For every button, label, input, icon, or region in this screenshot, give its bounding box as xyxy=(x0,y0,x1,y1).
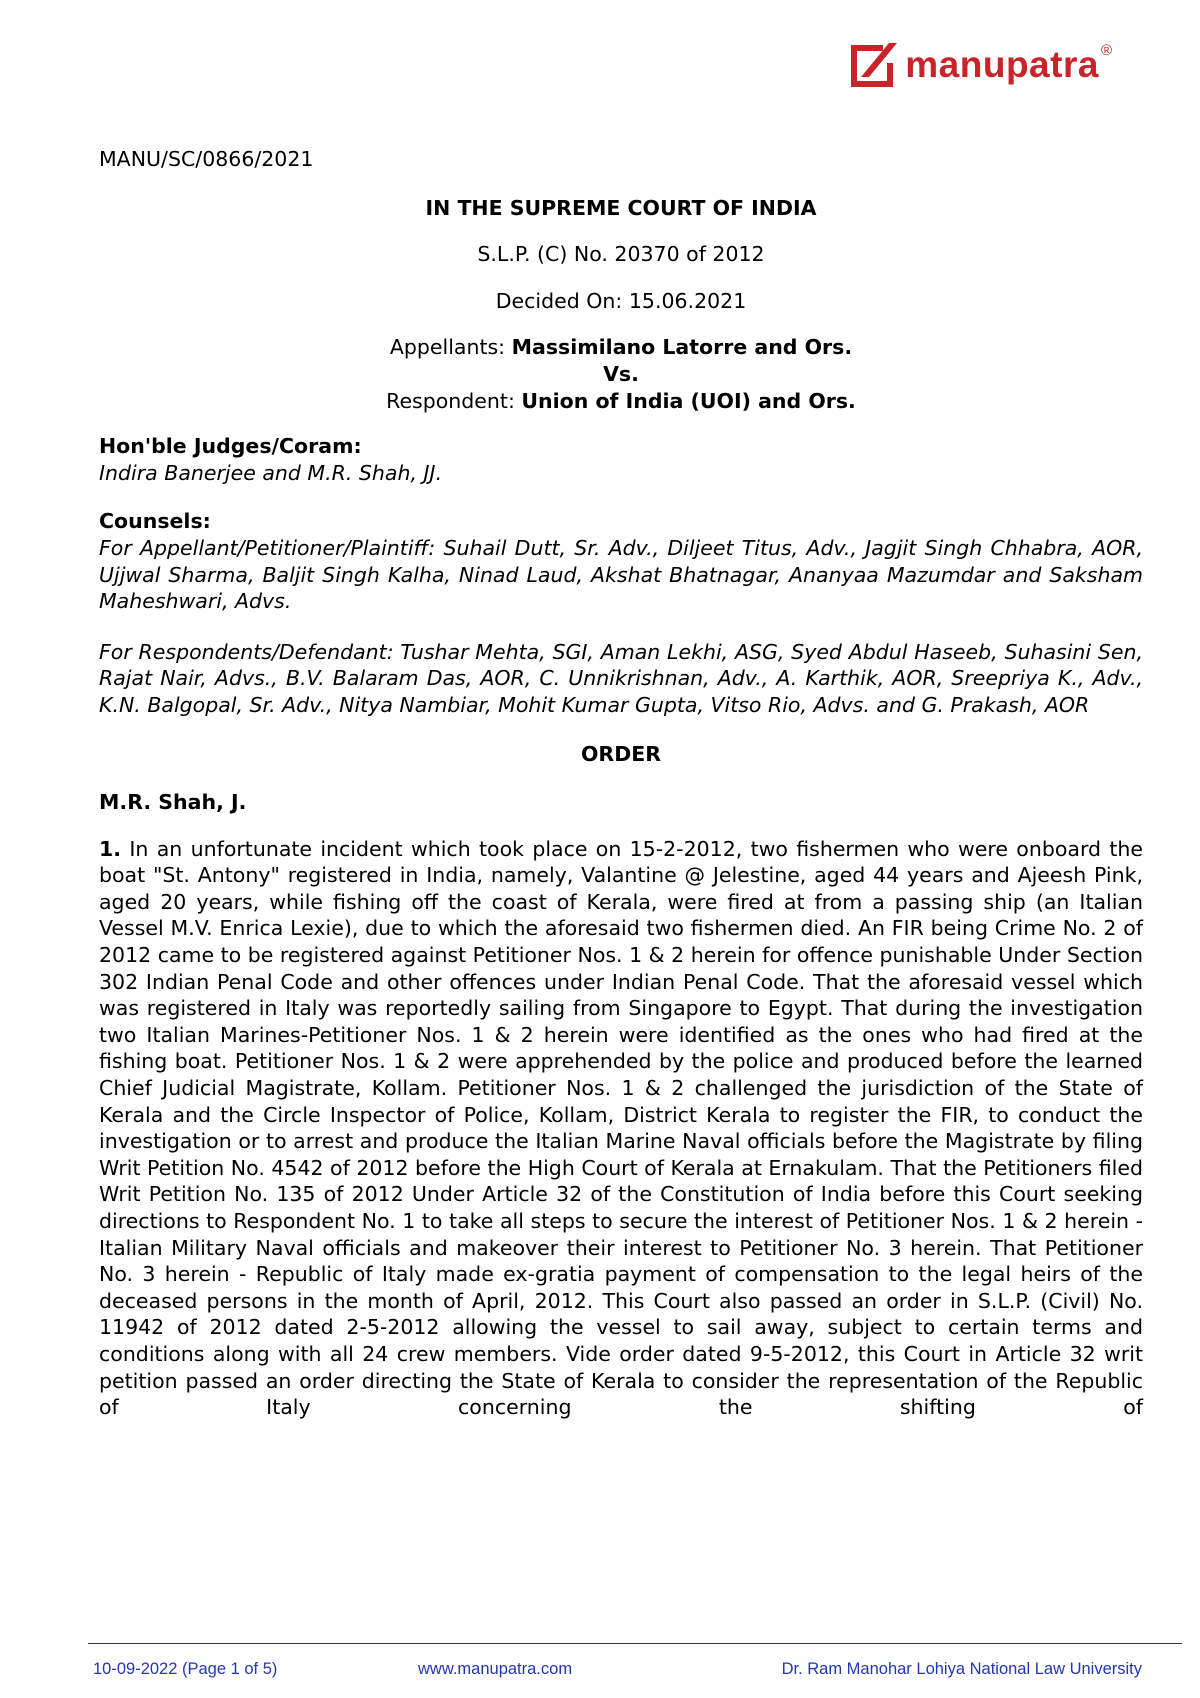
versus: Vs. xyxy=(603,361,639,386)
judges-heading: Hon'ble Judges/Coram: xyxy=(99,434,362,459)
parties xyxy=(99,334,1143,414)
document-body xyxy=(99,146,1143,1421)
judges-section xyxy=(99,433,1143,486)
court-title: IN THE SUPREME COURT OF INDIA xyxy=(425,195,817,220)
decided-on-date: 15.06.2021 xyxy=(628,288,747,313)
counsel-respondent: For Respondents/Defendant: Tushar Mehta, SGI, Aman Lekhi, ASG, Syed Abdul Haseeb, Suhasini Sen, Rajat Nair, Advs., B.V. Balaram Das, AOR, C. Unnikrishnan, Adv., A. Karthik, AOR, Sreepriya K., Adv., K.N. Balgopal, Sr. Adv., Nitya Nambiar, Mohit Kumar Gupta, Vitso Rio, Advs. and G. Prakash, AOR xyxy=(99,639,1143,717)
paragraph-text: In an unfortunate incident which took place on 15-2-2012, two fishermen who were onboard the boat "St. Antony" registered in India, namely, Valantine @ Jelestine, aged 44 years and Ajeesh Pink, aged 20 years, while fishing off the coast of Kerala, were fired at from a passing ship (an Italian Vessel M.V. Enrica Lexie), due to which the aforesaid two fishermen died. An FIR being Crime No. 2 of 2012 came to be registered against Petitioner Nos. 1 & 2 herein for offence punishable Under Section 302 Indian Penal Code and other offences under Indian Penal Code. That the aforesaid vessel which was registered in Italy was reportedly sailing from Singapore to Egypt. That during the investigation two Italian Marines-Petitioner Nos. 1 & 2 herein were identified as the ones who had fired at the fishing boat. Petitioner Nos. 1 & 2 were apprehended by the police and produced before the learned Chief Judicial Magistrate, Kollam. Petitioner Nos. 1 & 2 challenged the jurisdiction of the State of Kerala and the Circle Inspector of Police, Kollam, District Kerala to register the FIR, to conduct the investigation or to arrest and produce the Italian Marine Naval officials before the Magistrate by filing Writ Petition No. 4542 of 2012 before the High Court of Kerala at Ernakulam. That the Petitioners filed Writ Petition No. 135 of 2012 Under Article 32 of the Constitution of India before this Court seeking directions to Respondent No. 1 to take all steps to secure the interest of Petitioner Nos. 1 & 2 herein - Italian Military Naval officials and makeover their interest to Petitioner No. 3 herein. That Petitioner No. 3 herein - Republic of Italy made ex-gratia payment of compensation to the legal heirs of the deceased persons in the month of April, 2012. This Court also passed an order in S.L.P. (Civil) No. 11942 of 2012 dated 2-5-2012 allowing the vessel to sail away, subject to certain terms and conditions along with all 24 crew members. Vide order dated 9-5-2012, this Court in Article 32 writ petition passed an order directing the State of Kerala to consider the representation of the Republic of Italy concerning the shifting of xyxy=(99,836,1143,1420)
case-number: S.L.P. (C) No. 20370 of 2012 xyxy=(477,242,765,267)
logo-text: manupatra xyxy=(905,44,1099,85)
decided-on-label: Decided On: xyxy=(495,288,623,313)
counsels-heading: Counsels: xyxy=(99,509,211,534)
appellants-name: Massimilano Latorre and Ors. xyxy=(511,335,853,360)
counsel-appellant: For Appellant/Petitioner/Plaintiff: Suhail Dutt, Sr. Adv., Diljeet Titus, Adv., Jagjit Singh Chhabra, AOR, Ujjwal Sharma, Baljit Singh Kalha, Ninad Laud, Akshat Bhatnagar, Ananyaa Mazumdar and Saksham Maheshwari, Advs. xyxy=(99,535,1143,614)
manupatra-logo xyxy=(847,36,1112,94)
manupatra-logo-icon xyxy=(847,39,899,91)
footer-institution: Dr. Ram Manohar Lohiya National Law University xyxy=(781,1660,1142,1678)
decided-on xyxy=(99,288,1143,315)
paragraph-number: 1. xyxy=(99,836,122,861)
registered-mark: ® xyxy=(1100,42,1112,59)
judges-names: Indira Banerjee and M.R. Shah, JJ. xyxy=(99,460,443,485)
paragraph-1 xyxy=(99,836,1143,1421)
footer-page-info: 10-09-2022 (Page 1 of 5) xyxy=(93,1660,278,1678)
respondent-name: Union of India (UOI) and Ors. xyxy=(521,388,856,413)
citation: MANU/SC/0866/2021 xyxy=(99,147,314,171)
footer-divider xyxy=(88,1643,1182,1644)
respondent-line xyxy=(99,388,1143,415)
respondent-label: Respondent: xyxy=(386,388,515,413)
judge-name: M.R. Shah, J. xyxy=(99,790,247,815)
counsels-section xyxy=(99,508,1143,718)
order-title: ORDER xyxy=(580,741,662,766)
appellants-label: Appellants: xyxy=(389,335,506,360)
footer-website[interactable]: www.manupatra.com xyxy=(418,1660,573,1678)
appellants-line xyxy=(99,334,1143,361)
